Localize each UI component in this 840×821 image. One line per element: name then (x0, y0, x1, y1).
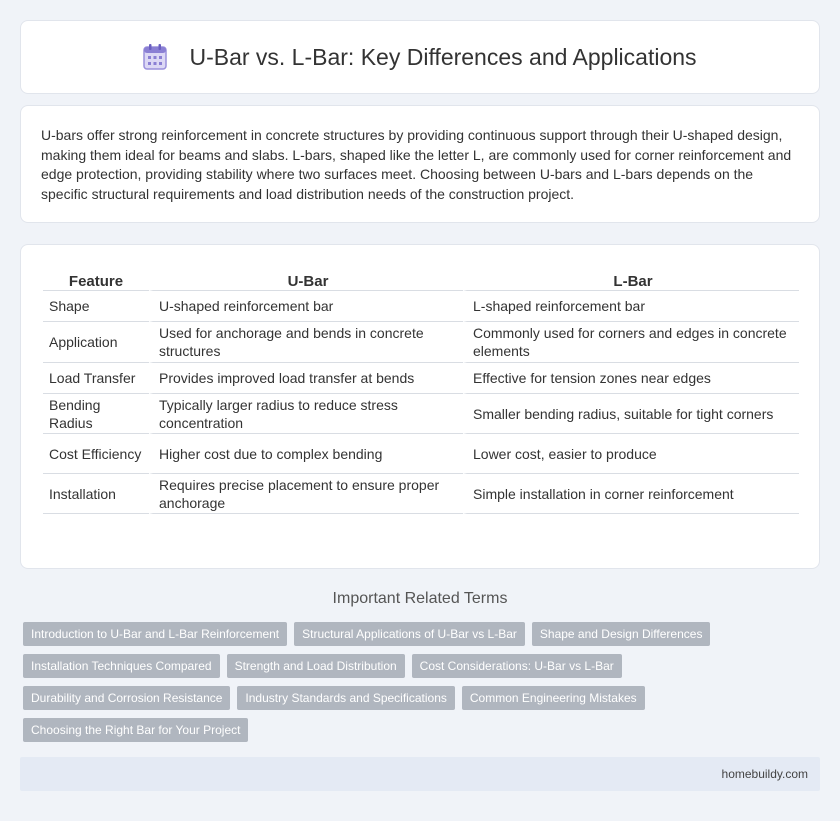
row-feature: Load Transfer (43, 363, 149, 394)
row-l-bar: Lower cost, easier to produce (463, 434, 799, 474)
row-feature: Bending Radius (43, 394, 149, 434)
footer-site[interactable]: homebuildy.com (721, 767, 808, 781)
table-row (43, 363, 799, 394)
row-feature: Cost Efficiency (43, 434, 149, 474)
footer (20, 757, 820, 791)
table-row (43, 291, 799, 322)
table-row (43, 394, 799, 434)
header-l-bar: L-Bar (463, 265, 799, 291)
row-l-bar: Effective for tension zones near edges (463, 363, 799, 394)
row-l-bar: Smaller bending radius, suitable for tight corners (463, 394, 799, 434)
table-row (43, 322, 799, 363)
row-feature: Installation (43, 474, 149, 514)
row-u-bar: Higher cost due to complex bending (149, 434, 463, 474)
header-card (20, 20, 820, 94)
row-feature: Shape (43, 291, 149, 322)
tag-row (23, 686, 823, 710)
header-u-bar: U-Bar (149, 265, 463, 291)
row-u-bar: Requires precise placement to ensure proper anchorage (149, 474, 463, 514)
related-tag[interactable]: Structural Applications of U-Bar vs L-Bar (294, 622, 525, 646)
table-row (43, 474, 799, 514)
related-tag[interactable]: Durability and Corrosion Resistance (23, 686, 230, 710)
comparison-table-card (20, 244, 820, 569)
page-title: U-Bar vs. L-Bar: Key Differences and Applications (189, 43, 697, 70)
intro-text: U-bars offer strong reinforcement in concrete structures by providing continuous support through their U-shaped design, making them ideal for beams and slabs. L-bars, shaped like the letter L, are commonly used for corner reinforcement and edge protection, providing stability where two surfaces meet. Choosing between U-bars and L-bars depends on the specific structural requirements and load distribution needs of the construction project. (41, 127, 792, 202)
calendar-icon (143, 44, 167, 70)
tag-row (23, 718, 823, 742)
related-tag[interactable]: Choosing the Right Bar for Your Project (23, 718, 248, 742)
table-row (43, 434, 799, 474)
row-u-bar: Provides improved load transfer at bends (149, 363, 463, 394)
header-title-wrap (143, 44, 696, 71)
row-feature: Application (43, 322, 149, 363)
comparison-table (43, 265, 799, 514)
table-header-row (43, 265, 799, 291)
row-u-bar: Typically larger radius to reduce stress concentration (149, 394, 463, 434)
row-u-bar: U-shaped reinforcement bar (149, 291, 463, 322)
related-tags (23, 622, 823, 750)
header-feature: Feature (43, 265, 149, 291)
related-tag[interactable]: Common Engineering Mistakes (462, 686, 645, 710)
related-tag[interactable]: Introduction to U-Bar and L-Bar Reinforcement (23, 622, 287, 646)
row-l-bar: Simple installation in corner reinforcement (463, 474, 799, 514)
intro-card (20, 105, 820, 223)
tag-row (23, 622, 823, 646)
row-l-bar: L-shaped reinforcement bar (463, 291, 799, 322)
related-tag[interactable]: Shape and Design Differences (532, 622, 711, 646)
row-l-bar: Commonly used for corners and edges in concrete elements (463, 322, 799, 363)
related-tag[interactable]: Installation Techniques Compared (23, 654, 220, 678)
row-u-bar: Used for anchorage and bends in concrete structures (149, 322, 463, 363)
related-tag[interactable]: Cost Considerations: U-Bar vs L-Bar (412, 654, 622, 678)
related-tag[interactable]: Industry Standards and Specifications (237, 686, 454, 710)
tag-row (23, 654, 823, 678)
related-terms-title: Important Related Terms (332, 590, 508, 607)
related-tag[interactable]: Strength and Load Distribution (227, 654, 405, 678)
